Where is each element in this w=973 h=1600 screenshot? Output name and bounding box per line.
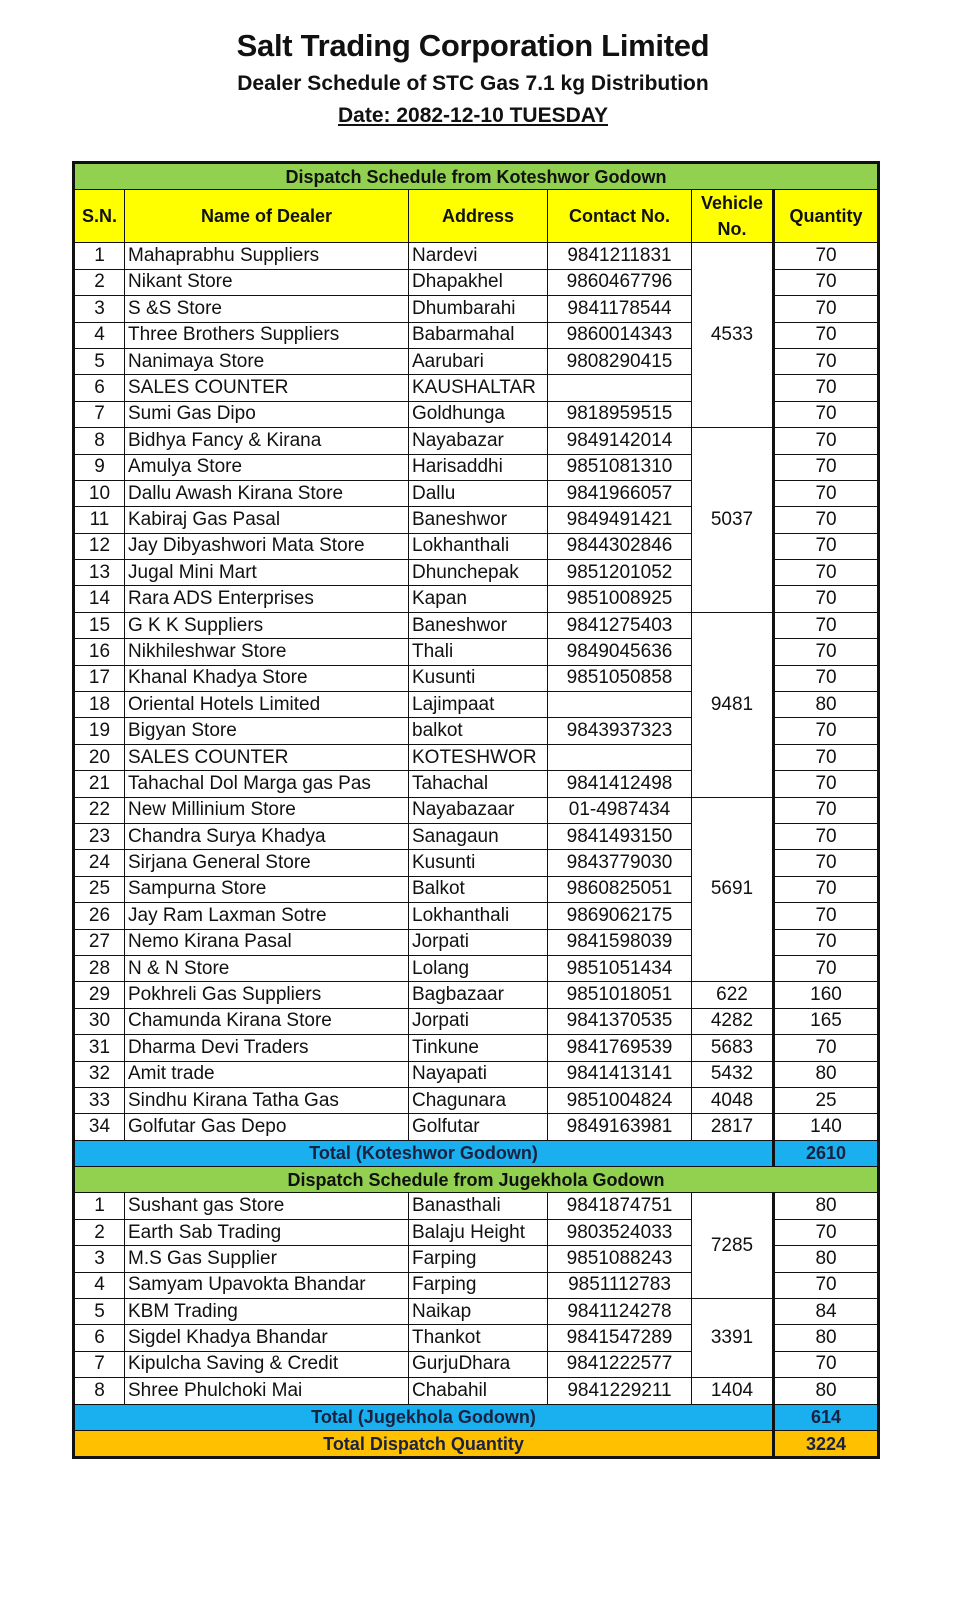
cell-address: GurjuDhara [409,1351,548,1377]
cell-address: Babarmahal [409,322,548,348]
cell-sn: 22 [74,797,125,823]
table-row [74,1114,879,1140]
cell-address: Naikap [409,1299,548,1325]
schedule-date: Date: 2082-12-10 TUESDAY [337,104,609,127]
cell-vehicle-no: 4048 [692,1087,774,1113]
table-row [74,797,879,823]
cell-sn: 14 [74,586,125,612]
section-title: Dispatch Schedule from Jugekhola Godown [74,1167,879,1193]
cell-quantity: 70 [774,903,879,929]
cell-quantity: 70 [774,560,879,586]
grand-total-value: 3224 [774,1430,879,1457]
cell-quantity: 70 [774,322,879,348]
cell-sn: 18 [74,692,125,718]
cell-dealer-name: Bigyan Store [125,718,409,744]
cell-address: Nayabazar [409,428,548,454]
cell-vehicle-no: 622 [692,982,774,1008]
cell-quantity: 70 [774,507,879,533]
cell-quantity: 70 [774,401,879,427]
cell-address: balkot [409,718,548,744]
cell-dealer-name: Chandra Surya Khadya [125,823,409,849]
cell-contact: 9841493150 [548,823,692,849]
cell-quantity: 80 [774,1246,879,1272]
cell-contact: 9841547289 [548,1325,692,1351]
cell-dealer-name: Amulya Store [125,454,409,480]
cell-address: Golfutar [409,1114,548,1140]
cell-sn: 31 [74,1035,125,1061]
cell-quantity: 80 [774,1378,879,1404]
grand-total-row [74,1430,879,1457]
cell-quantity: 70 [774,269,879,295]
cell-address: Bagbazaar [409,982,548,1008]
cell-vehicle-no: 7285 [692,1193,774,1299]
cell-sn: 34 [74,1114,125,1140]
cell-quantity: 70 [774,533,879,559]
cell-address: Banasthali [409,1193,548,1219]
cell-address: Nayabazaar [409,797,548,823]
cell-quantity: 70 [774,296,879,322]
cell-dealer-name: G K K Suppliers [125,612,409,638]
cell-sn: 29 [74,982,125,1008]
cell-dealer-name: Golfutar Gas Depo [125,1114,409,1140]
subtotal-label: Total (Jugekhola Godown) [74,1404,774,1430]
cell-sn: 11 [74,507,125,533]
cell-contact: 9860467796 [548,269,692,295]
cell-address: Kusunti [409,665,548,691]
cell-dealer-name: Mahaprabhu Suppliers [125,243,409,269]
cell-quantity: 70 [774,850,879,876]
cell-quantity: 80 [774,692,879,718]
cell-dealer-name: Dharma Devi Traders [125,1035,409,1061]
cell-sn: 10 [74,480,125,506]
cell-sn: 6 [74,375,125,401]
cell-quantity: 70 [774,1219,879,1245]
cell-quantity: 84 [774,1299,879,1325]
cell-dealer-name: Chamunda Kirana Store [125,1008,409,1034]
cell-sn: 4 [74,1272,125,1298]
cell-contact: 9841598039 [548,929,692,955]
cell-sn: 4 [74,322,125,348]
cell-dealer-name: Jugal Mini Mart [125,560,409,586]
cell-contact: 9869062175 [548,903,692,929]
cell-address: Farping [409,1272,548,1298]
cell-address: Lokhanthali [409,903,548,929]
cell-sn: 33 [74,1087,125,1113]
cell-contact: 9849163981 [548,1114,692,1140]
cell-sn: 23 [74,823,125,849]
cell-vehicle-no: 1404 [692,1378,774,1404]
cell-dealer-name: Earth Sab Trading [125,1219,409,1245]
subtotal-value: 614 [774,1404,879,1430]
cell-contact: 9851008925 [548,586,692,612]
cell-contact: 9841874751 [548,1193,692,1219]
cell-dealer-name: Jay Dibyashwori Mata Store [125,533,409,559]
cell-address: Chagunara [409,1087,548,1113]
cell-address: Chabahil [409,1378,548,1404]
cell-sn: 32 [74,1061,125,1087]
subtotal-row-koteshwor [74,1140,879,1166]
subtotal-value: 2610 [774,1140,879,1166]
cell-contact: 9841229211 [548,1378,692,1404]
cell-contact: 9841370535 [548,1008,692,1034]
cell-address: Dallu [409,480,548,506]
cell-dealer-name: Khanal Khadya Store [125,665,409,691]
cell-sn: 5 [74,348,125,374]
cell-contact: 9841413141 [548,1061,692,1087]
cell-quantity: 70 [774,876,879,902]
cell-contact: 9841124278 [548,1299,692,1325]
cell-dealer-name: Jay Ram Laxman Sotre [125,903,409,929]
cell-address: Lokhanthali [409,533,548,559]
cell-address: Tinkune [409,1035,548,1061]
cell-sn: 9 [74,454,125,480]
cell-contact: 9841769539 [548,1035,692,1061]
subtotal-row-jugekhola [74,1404,879,1430]
cell-dealer-name: KBM Trading [125,1299,409,1325]
cell-contact: 9844302846 [548,533,692,559]
cell-contact: 9851201052 [548,560,692,586]
cell-quantity: 70 [774,243,879,269]
cell-address: Balkot [409,876,548,902]
cell-contact: 9841275403 [548,612,692,638]
cell-vehicle-no: 4533 [692,243,774,428]
cell-sn: 13 [74,560,125,586]
grand-total-label: Total Dispatch Quantity [74,1430,774,1457]
cell-sn: 1 [74,1193,125,1219]
cell-dealer-name: Oriental Hotels Limited [125,692,409,718]
cell-sn: 5 [74,1299,125,1325]
cell-contact: 9841412498 [548,771,692,797]
cell-dealer-name: Rara ADS Enterprises [125,586,409,612]
cell-address: Dhumbarahi [409,296,548,322]
section-header-jugekhola [74,1167,879,1193]
cell-dealer-name: Sumi Gas Dipo [125,401,409,427]
cell-contact: 9803524033 [548,1219,692,1245]
table-row [74,1061,879,1087]
cell-address: Nayapati [409,1061,548,1087]
cell-address: Kusunti [409,850,548,876]
cell-quantity: 70 [774,454,879,480]
cell-address: Dhunchepak [409,560,548,586]
cell-address: Jorpati [409,929,548,955]
cell-dealer-name: Sigdel Khadya Bhandar [125,1325,409,1351]
cell-dealer-name: Amit trade [125,1061,409,1087]
cell-sn: 3 [74,296,125,322]
cell-sn: 1 [74,243,125,269]
cell-dealer-name: Bidhya Fancy & Kirana [125,428,409,454]
column-header-vehicle: Vehicle No. [692,190,774,243]
cell-dealer-name: SALES COUNTER [125,744,409,770]
cell-contact: 9851051434 [548,955,692,981]
cell-sn: 21 [74,771,125,797]
cell-dealer-name: Nemo Kirana Pasal [125,929,409,955]
cell-vehicle-no: 2817 [692,1114,774,1140]
cell-dealer-name: Three Brothers Suppliers [125,322,409,348]
cell-address: Jorpati [409,1008,548,1034]
cell-sn: 28 [74,955,125,981]
cell-quantity: 70 [774,1272,879,1298]
column-header-row [74,190,879,243]
cell-sn: 16 [74,639,125,665]
cell-dealer-name: N & N Store [125,955,409,981]
table-row [74,1378,879,1404]
cell-sn: 8 [74,428,125,454]
cell-address: KOTESHWOR [409,744,548,770]
cell-contact [548,375,692,401]
cell-contact: 9851081310 [548,454,692,480]
cell-contact: 9851088243 [548,1246,692,1272]
cell-quantity: 70 [774,375,879,401]
cell-quantity: 70 [774,612,879,638]
column-header-quantity: Quantity [774,190,879,243]
cell-dealer-name: Tahachal Dol Marga gas Pas [125,771,409,797]
table-row [74,1035,879,1061]
table-row [74,243,879,269]
cell-contact: 01-4987434 [548,797,692,823]
cell-dealer-name: Sushant gas Store [125,1193,409,1219]
cell-address: Harisaddhi [409,454,548,480]
cell-sn: 26 [74,903,125,929]
cell-quantity: 70 [774,665,879,691]
cell-quantity: 70 [774,348,879,374]
cell-quantity: 80 [774,1193,879,1219]
cell-dealer-name: Kipulcha Saving & Credit [125,1351,409,1377]
cell-contact: 9860825051 [548,876,692,902]
cell-vehicle-no: 3391 [692,1299,774,1378]
cell-sn: 8 [74,1378,125,1404]
cell-contact: 9843779030 [548,850,692,876]
cell-contact: 9849142014 [548,428,692,454]
cell-dealer-name: Dallu Awash Kirana Store [125,480,409,506]
cell-dealer-name: Nikant Store [125,269,409,295]
column-header-contact: Contact No. [548,190,692,243]
cell-sn: 27 [74,929,125,955]
cell-address: Tahachal [409,771,548,797]
cell-sn: 6 [74,1325,125,1351]
cell-contact [548,692,692,718]
cell-contact: 9808290415 [548,348,692,374]
cell-sn: 17 [74,665,125,691]
cell-quantity: 80 [774,1061,879,1087]
cell-dealer-name: Sampurna Store [125,876,409,902]
cell-contact: 9841966057 [548,480,692,506]
table-row [74,1008,879,1034]
cell-quantity: 70 [774,1351,879,1377]
cell-contact: 9841178544 [548,296,692,322]
cell-address: Lolang [409,955,548,981]
table-row [74,1087,879,1113]
cell-quantity: 140 [774,1114,879,1140]
cell-dealer-name: SALES COUNTER [125,375,409,401]
cell-sn: 2 [74,269,125,295]
cell-address: Farping [409,1246,548,1272]
cell-address: Thankot [409,1325,548,1351]
table-row [74,982,879,1008]
cell-vehicle-no: 5037 [692,428,774,613]
cell-sn: 7 [74,1351,125,1377]
cell-address: Aarubari [409,348,548,374]
cell-dealer-name: M.S Gas Supplier [125,1246,409,1272]
section-header-koteshwor [74,163,879,190]
cell-vehicle-no: 5691 [692,797,774,982]
cell-sn: 19 [74,718,125,744]
cell-address: KAUSHALTAR [409,375,548,401]
cell-sn: 7 [74,401,125,427]
cell-quantity: 70 [774,797,879,823]
cell-address: Balaju Height [409,1219,548,1245]
cell-quantity: 165 [774,1008,879,1034]
cell-vehicle-no: 9481 [692,612,774,797]
cell-quantity: 70 [774,480,879,506]
page-subtitle: Dealer Schedule of STC Gas 7.1 kg Distribution [237,72,709,95]
cell-sn: 12 [74,533,125,559]
cell-sn: 24 [74,850,125,876]
cell-dealer-name: Kabiraj Gas Pasal [125,507,409,533]
cell-contact: 9851004824 [548,1087,692,1113]
column-header-sn: S.N. [74,190,125,243]
cell-dealer-name: Nikhileshwar Store [125,639,409,665]
cell-vehicle-no: 5432 [692,1061,774,1087]
page-title: Salt Trading Corporation Limited [236,28,710,63]
cell-quantity: 70 [774,823,879,849]
cell-quantity: 70 [774,586,879,612]
cell-quantity: 70 [774,744,879,770]
cell-sn: 30 [74,1008,125,1034]
cell-dealer-name: S &S Store [125,296,409,322]
cell-contact: 9849045636 [548,639,692,665]
cell-contact [548,744,692,770]
cell-address: Baneshwor [409,507,548,533]
cell-sn: 3 [74,1246,125,1272]
cell-sn: 25 [74,876,125,902]
cell-quantity: 25 [774,1087,879,1113]
section-title: Dispatch Schedule from Koteshwor Godown [74,163,879,190]
cell-contact: 9851112783 [548,1272,692,1298]
cell-contact: 9851050858 [548,665,692,691]
cell-dealer-name: Sirjana General Store [125,850,409,876]
cell-contact: 9841222577 [548,1351,692,1377]
cell-vehicle-no: 5683 [692,1035,774,1061]
cell-contact: 9849491421 [548,507,692,533]
cell-quantity: 70 [774,929,879,955]
cell-quantity: 80 [774,1325,879,1351]
cell-contact: 9851018051 [548,982,692,1008]
table-row [74,1299,879,1325]
cell-contact: 9818959515 [548,401,692,427]
cell-dealer-name: Sindhu Kirana Tatha Gas [125,1087,409,1113]
cell-vehicle-no: 4282 [692,1008,774,1034]
column-header-name: Name of Dealer [125,190,409,243]
cell-address: Sanagaun [409,823,548,849]
cell-quantity: 160 [774,982,879,1008]
column-header-address: Address [409,190,548,243]
cell-quantity: 70 [774,771,879,797]
cell-quantity: 70 [774,1035,879,1061]
cell-dealer-name: Nanimaya Store [125,348,409,374]
cell-address: Lajimpaat [409,692,548,718]
cell-address: Dhapakhel [409,269,548,295]
cell-sn: 20 [74,744,125,770]
cell-dealer-name: New Millinium Store [125,797,409,823]
cell-contact: 9860014343 [548,322,692,348]
cell-quantity: 70 [774,639,879,665]
subtotal-label: Total (Koteshwor Godown) [74,1140,774,1166]
table-row [74,612,879,638]
cell-address: Nardevi [409,243,548,269]
cell-address: Goldhunga [409,401,548,427]
cell-contact: 9841211831 [548,243,692,269]
table-row [74,1193,879,1219]
cell-sn: 2 [74,1219,125,1245]
cell-address: Baneshwor [409,612,548,638]
cell-quantity: 70 [774,718,879,744]
cell-quantity: 70 [774,955,879,981]
cell-dealer-name: Samyam Upavokta Bhandar [125,1272,409,1298]
cell-sn: 15 [74,612,125,638]
table-row [74,428,879,454]
dispatch-schedule-table [72,161,880,1459]
cell-address: Kapan [409,586,548,612]
cell-quantity: 70 [774,428,879,454]
cell-contact: 9843937323 [548,718,692,744]
cell-address: Thali [409,639,548,665]
cell-dealer-name: Shree Phulchoki Mai [125,1378,409,1404]
cell-dealer-name: Pokhreli Gas Suppliers [125,982,409,1008]
